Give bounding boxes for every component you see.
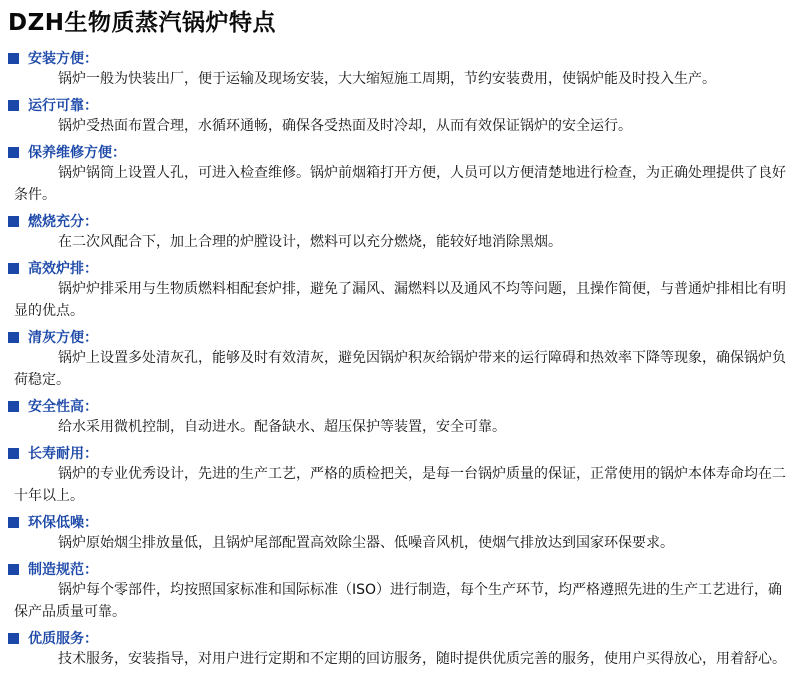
feature-heading [8, 48, 794, 68]
feature-description: 锅炉每个零部件，均按照国家标准和国际标准（ISO）进行制造，每个生产环节，均严格遵照先进的生产工艺进行，确保产品质量可靠。 [14, 582, 783, 620]
feature-section-safety [8, 396, 794, 438]
feature-heading-label: 环保低噪： [28, 515, 98, 531]
feature-section-eco [8, 512, 794, 554]
feature-heading [8, 559, 794, 579]
feature-heading-label: 保养维修方便： [28, 145, 126, 161]
feature-heading [8, 211, 794, 231]
square-bullet-icon [8, 517, 19, 528]
square-bullet-icon [8, 263, 19, 274]
feature-heading [8, 95, 794, 115]
feature-heading-label: 制造规范： [28, 562, 98, 578]
feature-heading-label: 优质服务： [28, 631, 98, 647]
square-bullet-icon [8, 401, 19, 412]
square-bullet-icon [8, 216, 19, 227]
feature-description: 锅炉炉排采用与生物质燃料相配套炉排，避免了漏风、漏燃料以及通风不均等问题，且操作简便，与普通炉排相比有明显的优点。 [14, 281, 786, 319]
feature-description: 锅炉锅筒上设置人孔，可进入检查维修。锅炉前烟箱打开方便，人员可以方便清楚地进行检查，为正确处理提供了良好条件。 [14, 165, 786, 203]
feature-section-manufacturing [8, 559, 794, 623]
square-bullet-icon [8, 448, 19, 459]
feature-section-grate [8, 258, 794, 322]
feature-heading-label: 安装方便： [28, 51, 98, 67]
feature-heading [8, 512, 794, 532]
feature-section-combustion [8, 211, 794, 253]
feature-heading-label: 高效炉排： [28, 261, 98, 277]
feature-list [8, 48, 794, 675]
feature-heading-label: 安全性高： [28, 399, 98, 415]
feature-heading-label: 长寿耐用： [28, 446, 98, 462]
feature-heading-label: 燃烧充分： [28, 214, 98, 230]
square-bullet-icon [8, 53, 19, 64]
feature-description: 锅炉一般为快装出厂，便于运输及现场安装，大大缩短施工周期，节约安装费用，使锅炉能及时投入生产。 [58, 71, 716, 87]
feature-section-service [8, 628, 794, 670]
feature-heading [8, 628, 794, 648]
square-bullet-icon [8, 633, 19, 644]
feature-heading [8, 258, 794, 278]
page-title: DZH生物质蒸汽锅炉特点 [8, 10, 277, 36]
feature-section-install [8, 48, 794, 90]
feature-description: 在二次风配合下，加上合理的炉膛设计，燃料可以充分燃烧，能较好地消除黑烟。 [58, 234, 562, 250]
feature-heading [8, 396, 794, 416]
feature-heading [8, 327, 794, 347]
feature-description: 锅炉的专业优秀设计，先进的生产工艺，严格的质检把关，是每一台锅炉质量的保证，正常使用的锅炉本体寿命均在二十年以上。 [14, 466, 786, 504]
feature-heading-label: 运行可靠： [28, 98, 98, 114]
feature-section-ash-cleaning [8, 327, 794, 391]
feature-description: 锅炉原始烟尘排放量低，且锅炉尾部配置高效除尘器、低噪音风机，使烟气排放达到国家环保要求。 [58, 535, 674, 551]
feature-description: 锅炉受热面布置合理，水循环通畅，确保各受热面及时冷却，从而有效保证锅炉的安全运行。 [58, 118, 632, 134]
square-bullet-icon [8, 332, 19, 343]
feature-description: 给水采用微机控制，自动进水。配备缺水、超压保护等装置，安全可靠。 [58, 419, 506, 435]
feature-section-reliable [8, 95, 794, 137]
feature-description: 锅炉上设置多处清灰孔，能够及时有效清灰，避免因锅炉积灰给锅炉带来的运行障碍和热效率下降等现象，确保锅炉负荷稳定。 [14, 350, 786, 388]
square-bullet-icon [8, 147, 19, 158]
square-bullet-icon [8, 564, 19, 575]
feature-description: 技术服务，安装指导，对用户进行定期和不定期的回访服务，随时提供优质完善的服务，使用户买得放心，用着舒心。 [58, 651, 786, 667]
square-bullet-icon [8, 100, 19, 111]
feature-heading [8, 142, 794, 162]
feature-section-maintenance [8, 142, 794, 206]
feature-heading-label: 清灰方便： [28, 330, 98, 346]
feature-heading [8, 443, 794, 463]
feature-section-durability [8, 443, 794, 507]
